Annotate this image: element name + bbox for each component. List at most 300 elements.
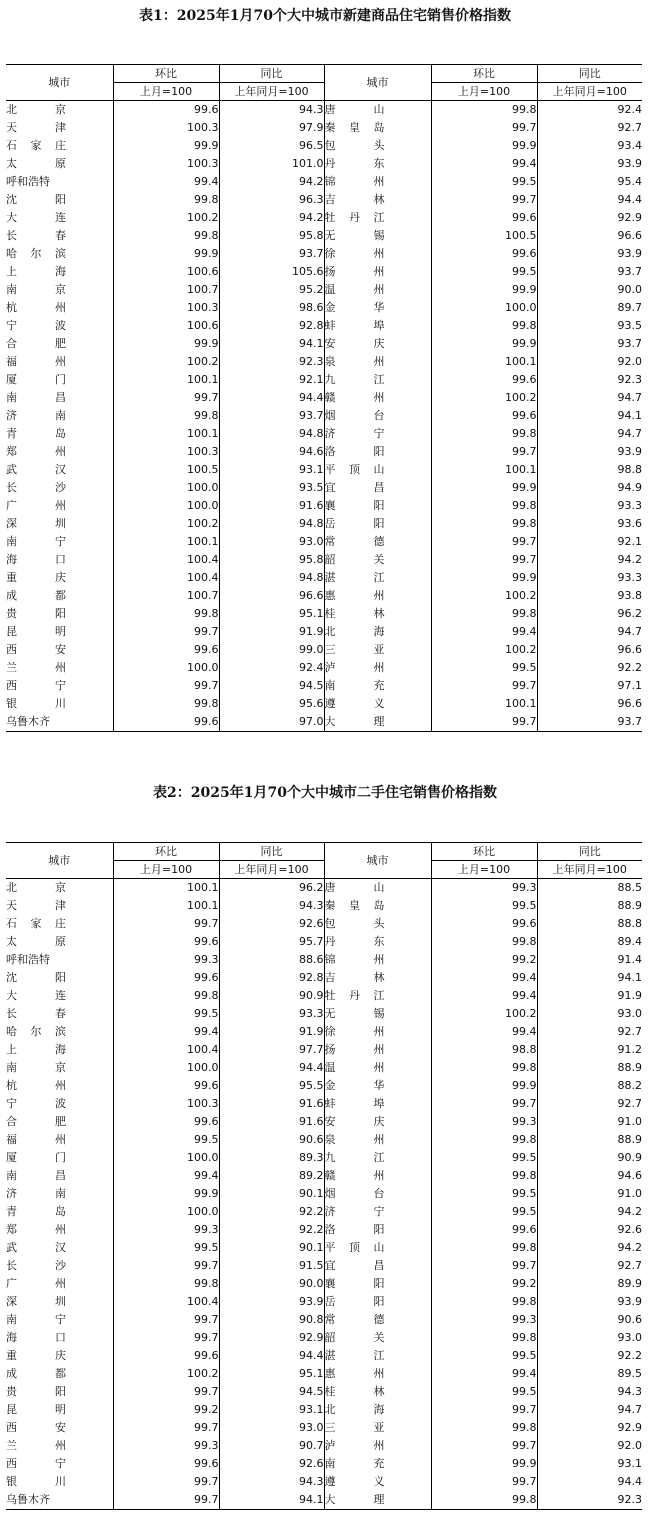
city-name bbox=[324, 1257, 431, 1275]
table-row bbox=[6, 1239, 642, 1257]
city-name bbox=[324, 659, 431, 677]
city-label: 温 州 bbox=[324, 283, 385, 296]
city-name bbox=[324, 263, 431, 281]
table-row bbox=[6, 263, 642, 281]
mom-index: 100.6 bbox=[113, 263, 219, 281]
table1-title: 表1：2025年1月70个大中城市新建商品住宅销售价格指数 bbox=[139, 8, 511, 24]
table-row bbox=[6, 443, 642, 461]
city-label: 牡 丹 江 bbox=[324, 989, 385, 1002]
city-label: 上 海 bbox=[6, 1043, 66, 1056]
mom-index: 99.8 bbox=[431, 1167, 537, 1185]
city-label: 平 顶 山 bbox=[324, 1241, 385, 1254]
yoy-index: 88.9 bbox=[537, 897, 642, 915]
city-label: 襄 阳 bbox=[324, 499, 385, 512]
city-name bbox=[6, 1185, 113, 1203]
yoy-index: 93.9 bbox=[219, 1293, 324, 1311]
mom-index: 100.4 bbox=[113, 1041, 219, 1059]
mom-index: 99.9 bbox=[431, 281, 537, 299]
city-name bbox=[6, 1455, 113, 1473]
city-label: 三 亚 bbox=[324, 643, 385, 656]
yoy-index: 94.1 bbox=[537, 407, 642, 425]
city-name bbox=[324, 299, 431, 317]
city-label: 郑 州 bbox=[6, 445, 66, 458]
mom-index: 99.8 bbox=[431, 933, 537, 951]
city-name bbox=[324, 1149, 431, 1167]
mom-index: 100.0 bbox=[113, 497, 219, 515]
city-header: 城市 bbox=[324, 65, 431, 101]
yoy-index: 89.5 bbox=[537, 1365, 642, 1383]
yoy-index: 96.6 bbox=[537, 641, 642, 659]
mom-index: 100.5 bbox=[113, 461, 219, 479]
city-name bbox=[324, 137, 431, 155]
city-label: 泉 州 bbox=[324, 1133, 385, 1146]
yoy-index: 92.2 bbox=[219, 1221, 324, 1239]
city-label: 重 庆 bbox=[6, 571, 66, 584]
city-name bbox=[324, 915, 431, 933]
city-name bbox=[6, 173, 113, 191]
city-name bbox=[324, 1347, 431, 1365]
city-label: 九 江 bbox=[324, 1151, 385, 1164]
city-name bbox=[6, 1293, 113, 1311]
yoy-index: 93.0 bbox=[219, 533, 324, 551]
mom-index: 98.8 bbox=[431, 1041, 537, 1059]
yoy-index: 94.2 bbox=[219, 209, 324, 227]
mom-index: 100.3 bbox=[113, 443, 219, 461]
yoy-index: 88.2 bbox=[537, 1077, 642, 1095]
yoy-index: 93.9 bbox=[537, 245, 642, 263]
mom-header: 环比 bbox=[431, 843, 537, 861]
city-name bbox=[6, 443, 113, 461]
city-name bbox=[6, 1131, 113, 1149]
city-name bbox=[6, 479, 113, 497]
city-label: 无 锡 bbox=[324, 1007, 385, 1020]
city-name bbox=[6, 1203, 113, 1221]
city-label: 北 海 bbox=[324, 1403, 385, 1416]
yoy-index: 93.7 bbox=[537, 263, 642, 281]
mom-index: 100.0 bbox=[113, 479, 219, 497]
city-name bbox=[324, 1311, 431, 1329]
yoy-index: 96.6 bbox=[537, 695, 642, 713]
mom-index: 100.2 bbox=[431, 587, 537, 605]
mom-index: 99.9 bbox=[431, 1455, 537, 1473]
city-label: 杭 州 bbox=[6, 301, 66, 314]
mom-index: 100.1 bbox=[113, 897, 219, 915]
yoy-index: 92.7 bbox=[537, 119, 642, 137]
yoy-index: 93.7 bbox=[219, 245, 324, 263]
yoy-index: 92.4 bbox=[219, 659, 324, 677]
mom-index: 99.8 bbox=[113, 1275, 219, 1293]
yoy-index: 90.9 bbox=[537, 1149, 642, 1167]
mom-index: 99.5 bbox=[431, 263, 537, 281]
table-row bbox=[6, 1473, 642, 1491]
yoy-header: 同比 bbox=[537, 65, 642, 83]
city-label: 丹 东 bbox=[324, 935, 385, 948]
city-label: 昆 明 bbox=[6, 1403, 66, 1416]
new-housing-price-table bbox=[6, 64, 642, 732]
yoy-index: 92.6 bbox=[537, 1221, 642, 1239]
mom-index: 99.3 bbox=[431, 879, 537, 898]
city-name bbox=[324, 1005, 431, 1023]
city-name bbox=[6, 1005, 113, 1023]
mom-index: 99.4 bbox=[431, 1365, 537, 1383]
city-name bbox=[6, 1491, 113, 1510]
city-name bbox=[324, 389, 431, 407]
table-row bbox=[6, 1293, 642, 1311]
yoy-index: 101.0 bbox=[219, 155, 324, 173]
yoy-header: 同比 bbox=[219, 843, 324, 861]
yoy-index: 93.6 bbox=[537, 515, 642, 533]
table-row bbox=[6, 191, 642, 209]
mom-index: 99.7 bbox=[113, 915, 219, 933]
city-label: 厦 门 bbox=[6, 1151, 66, 1164]
city-name bbox=[6, 951, 113, 969]
mom-index: 99.8 bbox=[431, 515, 537, 533]
city-name bbox=[6, 335, 113, 353]
table-row bbox=[6, 659, 642, 677]
yoy-index: 96.2 bbox=[219, 879, 324, 898]
table-row bbox=[6, 371, 642, 389]
table-row bbox=[6, 1185, 642, 1203]
mom-index: 99.6 bbox=[113, 101, 219, 120]
yoy-index: 94.4 bbox=[219, 1347, 324, 1365]
city-label: 洛 阳 bbox=[324, 1223, 385, 1236]
yoy-index: 94.3 bbox=[219, 101, 324, 120]
mom-index: 99.3 bbox=[431, 1311, 537, 1329]
mom-index: 99.2 bbox=[431, 1275, 537, 1293]
mom-index: 100.1 bbox=[431, 695, 537, 713]
yoy-index: 94.7 bbox=[537, 389, 642, 407]
city-label: 呼和浩特 bbox=[6, 175, 50, 188]
city-name bbox=[6, 1275, 113, 1293]
table-row bbox=[6, 173, 642, 191]
mom-index: 99.8 bbox=[431, 317, 537, 335]
city-name bbox=[6, 1149, 113, 1167]
city-label: 秦 皇 岛 bbox=[324, 899, 385, 912]
mom-index: 100.0 bbox=[431, 299, 537, 317]
yoy-index: 94.1 bbox=[537, 969, 642, 987]
mom-index: 100.4 bbox=[113, 1293, 219, 1311]
yoy-index: 92.7 bbox=[537, 1095, 642, 1113]
mom-index: 99.2 bbox=[113, 1401, 219, 1419]
city-label: 韶 关 bbox=[324, 1331, 385, 1344]
yoy-base-header: 上年同月=100 bbox=[537, 83, 642, 101]
mom-index: 99.8 bbox=[431, 497, 537, 515]
yoy-index: 94.2 bbox=[537, 551, 642, 569]
table-row bbox=[6, 1221, 642, 1239]
mom-index: 99.8 bbox=[431, 1419, 537, 1437]
mom-index: 100.4 bbox=[113, 569, 219, 587]
mom-index: 99.7 bbox=[431, 1473, 537, 1491]
yoy-index: 92.0 bbox=[537, 1437, 642, 1455]
yoy-index: 94.2 bbox=[537, 1239, 642, 1257]
mom-index: 100.2 bbox=[113, 515, 219, 533]
yoy-index: 89.4 bbox=[537, 933, 642, 951]
city-name bbox=[6, 551, 113, 569]
city-label: 天 津 bbox=[6, 121, 66, 134]
city-label: 蚌 埠 bbox=[324, 1097, 385, 1110]
city-name bbox=[324, 209, 431, 227]
city-name bbox=[6, 299, 113, 317]
city-name bbox=[6, 1167, 113, 1185]
mom-index: 99.7 bbox=[113, 1311, 219, 1329]
mom-base-header: 上月=100 bbox=[113, 83, 219, 101]
table-row bbox=[6, 425, 642, 443]
yoy-base-header: 上年同月=100 bbox=[537, 861, 642, 879]
city-name bbox=[6, 605, 113, 623]
city-name bbox=[6, 1059, 113, 1077]
table-row bbox=[6, 461, 642, 479]
mom-index: 99.6 bbox=[113, 1347, 219, 1365]
yoy-index: 92.7 bbox=[537, 1257, 642, 1275]
table-row bbox=[6, 1005, 642, 1023]
yoy-index: 93.8 bbox=[537, 587, 642, 605]
table-row bbox=[6, 605, 642, 623]
yoy-index: 94.7 bbox=[537, 1401, 642, 1419]
mom-index: 99.6 bbox=[113, 1455, 219, 1473]
yoy-index: 99.0 bbox=[219, 641, 324, 659]
city-name bbox=[6, 353, 113, 371]
yoy-index: 96.5 bbox=[219, 137, 324, 155]
yoy-index: 94.5 bbox=[219, 1383, 324, 1401]
mom-index: 99.8 bbox=[113, 987, 219, 1005]
table-row bbox=[6, 281, 642, 299]
city-name bbox=[6, 1383, 113, 1401]
city-name bbox=[324, 1131, 431, 1149]
city-name bbox=[6, 641, 113, 659]
table-row bbox=[6, 713, 642, 732]
city-label: 大 理 bbox=[324, 1493, 385, 1506]
yoy-index: 91.6 bbox=[219, 497, 324, 515]
mom-index: 100.3 bbox=[113, 119, 219, 137]
yoy-index: 90.1 bbox=[219, 1239, 324, 1257]
table-row bbox=[6, 1077, 642, 1095]
city-label: 丹 东 bbox=[324, 157, 385, 170]
city-name bbox=[6, 1239, 113, 1257]
mom-index: 99.7 bbox=[431, 1257, 537, 1275]
city-label: 深 圳 bbox=[6, 1295, 66, 1308]
yoy-index: 94.8 bbox=[219, 515, 324, 533]
city-label: 海 口 bbox=[6, 553, 66, 566]
mom-index: 99.7 bbox=[113, 1383, 219, 1401]
yoy-index: 93.0 bbox=[537, 1005, 642, 1023]
mom-index: 99.9 bbox=[113, 1185, 219, 1203]
city-name bbox=[324, 1167, 431, 1185]
mom-index: 100.1 bbox=[431, 461, 537, 479]
yoy-index: 93.5 bbox=[537, 317, 642, 335]
city-name bbox=[6, 497, 113, 515]
table2-title: 表2：2025年1月70个大中城市二手住宅销售价格指数 bbox=[153, 785, 497, 801]
city-label: 沈 阳 bbox=[6, 971, 66, 984]
table-row bbox=[6, 1419, 642, 1437]
city-label: 赣 州 bbox=[324, 391, 385, 404]
city-name bbox=[6, 1365, 113, 1383]
mom-index: 99.8 bbox=[431, 1131, 537, 1149]
table-row bbox=[6, 551, 642, 569]
city-name bbox=[324, 987, 431, 1005]
city-label: 蚌 埠 bbox=[324, 319, 385, 332]
city-label: 长 春 bbox=[6, 1007, 66, 1020]
mom-index: 100.0 bbox=[113, 1059, 219, 1077]
mom-index: 100.7 bbox=[113, 281, 219, 299]
city-name bbox=[324, 155, 431, 173]
city-name bbox=[324, 1473, 431, 1491]
yoy-base-header: 上年同月=100 bbox=[219, 861, 324, 879]
city-label: 呼和浩特 bbox=[6, 953, 50, 966]
mom-index: 99.7 bbox=[113, 1491, 219, 1510]
city-name bbox=[6, 407, 113, 425]
city-name bbox=[324, 1059, 431, 1077]
yoy-index: 93.1 bbox=[537, 1455, 642, 1473]
yoy-index: 95.4 bbox=[537, 173, 642, 191]
city-name bbox=[324, 425, 431, 443]
city-label: 北 海 bbox=[324, 625, 385, 638]
yoy-index: 92.1 bbox=[537, 533, 642, 551]
yoy-index: 94.4 bbox=[219, 1059, 324, 1077]
table-row bbox=[6, 1257, 642, 1275]
mom-index: 99.6 bbox=[113, 969, 219, 987]
mom-index: 99.4 bbox=[431, 969, 537, 987]
city-name bbox=[324, 191, 431, 209]
city-label: 石 家 庄 bbox=[6, 917, 66, 930]
table-row bbox=[6, 987, 642, 1005]
city-label: 惠 州 bbox=[324, 589, 385, 602]
city-name bbox=[6, 281, 113, 299]
table-row bbox=[6, 1383, 642, 1401]
table-row bbox=[6, 299, 642, 317]
city-label: 青 岛 bbox=[6, 1205, 66, 1218]
city-name bbox=[324, 1293, 431, 1311]
mom-index: 99.5 bbox=[431, 1185, 537, 1203]
table-row bbox=[6, 951, 642, 969]
city-label: 北 京 bbox=[6, 881, 66, 894]
city-name bbox=[6, 987, 113, 1005]
yoy-index: 96.6 bbox=[537, 227, 642, 245]
city-label: 宜 昌 bbox=[324, 481, 385, 494]
city-label: 惠 州 bbox=[324, 1367, 385, 1380]
yoy-index: 95.8 bbox=[219, 227, 324, 245]
city-label: 南 宁 bbox=[6, 535, 66, 548]
yoy-index: 92.8 bbox=[219, 317, 324, 335]
city-name bbox=[324, 1383, 431, 1401]
city-label: 九 江 bbox=[324, 373, 385, 386]
yoy-index: 92.0 bbox=[537, 353, 642, 371]
city-label: 哈 尔 滨 bbox=[6, 247, 66, 260]
yoy-index: 94.4 bbox=[537, 191, 642, 209]
city-name bbox=[324, 1113, 431, 1131]
city-name bbox=[324, 119, 431, 137]
city-label: 济 宁 bbox=[324, 427, 385, 440]
table-row bbox=[6, 1041, 642, 1059]
mom-index: 99.8 bbox=[113, 605, 219, 623]
city-label: 泸 州 bbox=[324, 1439, 385, 1452]
city-label: 三 亚 bbox=[324, 1421, 385, 1434]
yoy-header: 同比 bbox=[537, 843, 642, 861]
mom-index: 99.5 bbox=[431, 173, 537, 191]
yoy-index: 91.0 bbox=[537, 1113, 642, 1131]
city-name bbox=[6, 587, 113, 605]
mom-index: 99.6 bbox=[113, 641, 219, 659]
mom-index: 99.9 bbox=[113, 245, 219, 263]
city-name bbox=[6, 317, 113, 335]
city-label: 宁 波 bbox=[6, 1097, 66, 1110]
city-name bbox=[6, 119, 113, 137]
city-label: 济 南 bbox=[6, 409, 66, 422]
mom-index: 100.0 bbox=[113, 1203, 219, 1221]
city-label: 泉 州 bbox=[324, 355, 385, 368]
city-label: 武 汉 bbox=[6, 463, 66, 476]
yoy-index: 94.5 bbox=[219, 677, 324, 695]
yoy-index: 94.7 bbox=[537, 425, 642, 443]
city-name bbox=[6, 879, 113, 898]
city-name bbox=[324, 515, 431, 533]
city-name bbox=[324, 713, 431, 732]
city-label: 天 津 bbox=[6, 899, 66, 912]
city-label: 济 南 bbox=[6, 1187, 66, 1200]
city-name bbox=[324, 569, 431, 587]
city-label: 常 德 bbox=[324, 535, 385, 548]
mom-index: 100.2 bbox=[431, 1005, 537, 1023]
mom-index: 99.9 bbox=[431, 137, 537, 155]
mom-index: 99.8 bbox=[431, 1491, 537, 1510]
mom-index: 100.1 bbox=[113, 879, 219, 898]
yoy-index: 95.6 bbox=[219, 695, 324, 713]
yoy-index: 92.6 bbox=[219, 1455, 324, 1473]
city-name bbox=[6, 101, 113, 120]
city-label: 金 华 bbox=[324, 301, 385, 314]
city-name bbox=[6, 371, 113, 389]
table-row bbox=[6, 1203, 642, 1221]
city-name bbox=[324, 443, 431, 461]
yoy-header: 同比 bbox=[219, 65, 324, 83]
mom-index: 99.6 bbox=[431, 915, 537, 933]
city-label: 南 京 bbox=[6, 1061, 66, 1074]
mom-header: 环比 bbox=[113, 65, 219, 83]
mom-index: 99.8 bbox=[113, 407, 219, 425]
yoy-index: 97.1 bbox=[537, 677, 642, 695]
city-name bbox=[324, 1041, 431, 1059]
city-name bbox=[324, 1419, 431, 1437]
table-row bbox=[6, 335, 642, 353]
city-label: 大 理 bbox=[324, 715, 385, 728]
yoy-index: 90.1 bbox=[219, 1185, 324, 1203]
mom-index: 100.2 bbox=[113, 353, 219, 371]
mom-base-header: 上月=100 bbox=[431, 83, 537, 101]
city-name bbox=[324, 281, 431, 299]
table-row bbox=[6, 915, 642, 933]
city-name bbox=[6, 1113, 113, 1131]
city-label: 南 充 bbox=[324, 679, 385, 692]
table-row bbox=[6, 1131, 642, 1149]
mom-base-header: 上月=100 bbox=[431, 861, 537, 879]
city-label: 贵 阳 bbox=[6, 1385, 66, 1398]
city-label: 赣 州 bbox=[324, 1169, 385, 1182]
city-label: 太 原 bbox=[6, 935, 66, 948]
table-row bbox=[6, 1437, 642, 1455]
table-row bbox=[6, 101, 642, 120]
mom-index: 99.5 bbox=[431, 897, 537, 915]
city-label: 太 原 bbox=[6, 157, 66, 170]
city-name bbox=[324, 641, 431, 659]
city-label: 常 德 bbox=[324, 1313, 385, 1326]
city-label: 石 家 庄 bbox=[6, 139, 66, 152]
yoy-index: 90.7 bbox=[219, 1437, 324, 1455]
city-label: 长 春 bbox=[6, 229, 66, 242]
table-row bbox=[6, 1167, 642, 1185]
yoy-index: 93.7 bbox=[537, 713, 642, 732]
mom-index: 99.3 bbox=[113, 951, 219, 969]
mom-index: 99.4 bbox=[113, 1023, 219, 1041]
mom-index: 100.2 bbox=[113, 1365, 219, 1383]
